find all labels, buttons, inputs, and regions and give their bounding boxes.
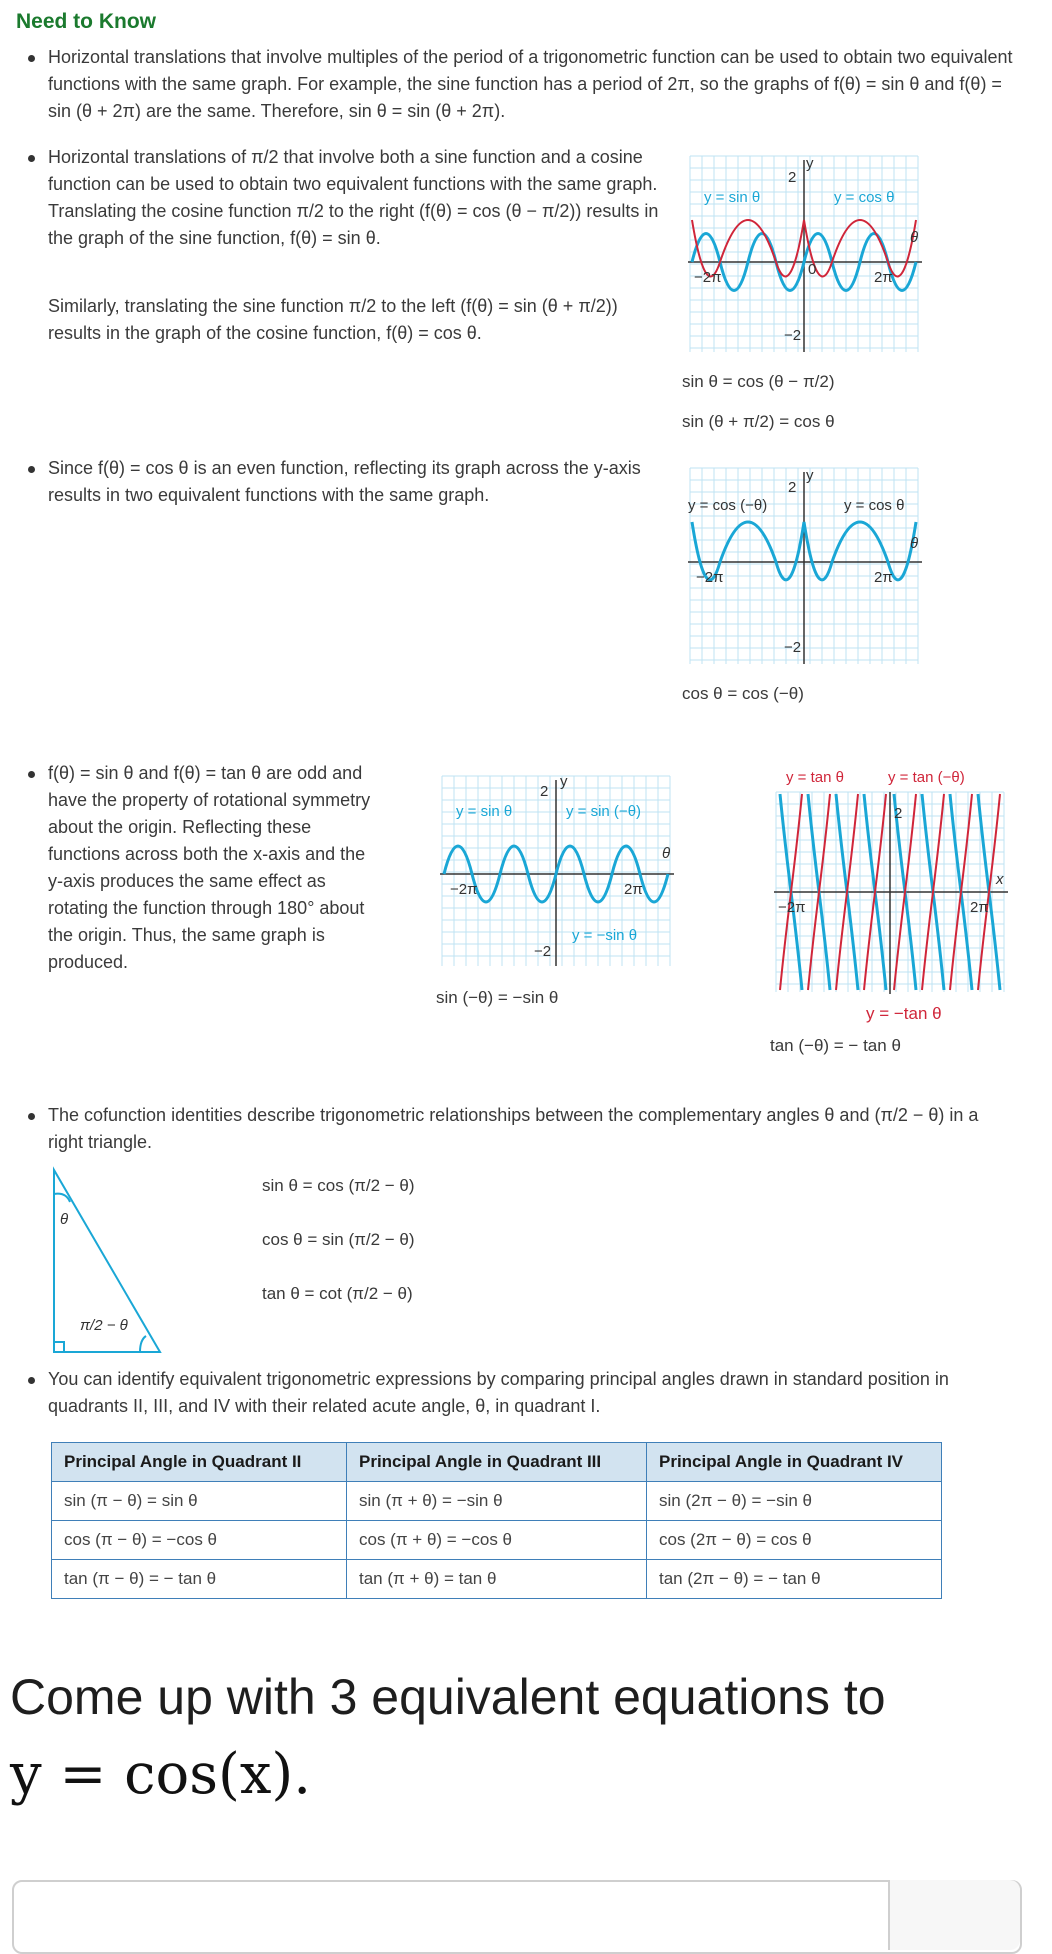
table-cell: cos (π + θ) = −cos θ [347,1521,647,1560]
graph-cos-even [684,462,928,670]
bullet-dot [28,466,35,473]
tick-2: 2 [788,479,797,496]
tick-neg2pi: −2π [696,569,724,586]
graph-sin-odd [436,770,680,972]
paragraph-similarly [28,293,668,347]
label-neg-sin: y = −sin θ [572,927,638,944]
equation-sin-odd: sin (−θ) = −sin θ [436,988,559,1007]
table-cell: sin (π − θ) = sin θ [52,1482,347,1521]
bullet-odd-functions [28,760,378,976]
table-cell: tan (π + θ) = tan θ [347,1560,647,1599]
tick-2: 2 [894,805,903,822]
bullet-dot [28,1377,35,1384]
label-theta: θ [662,845,671,862]
table-cell: cos (π − θ) = −cos θ [52,1521,347,1560]
page-title: Need to Know [16,10,156,33]
bullet-principal-angles [28,1366,1018,1420]
equation-tan-odd: tan (−θ) = − tan θ [770,1036,901,1055]
bullet-even-function [28,455,648,509]
triangle-complement: π/2 − θ [80,1317,128,1334]
bullet-text: Since f(θ) = cos θ is an even function, reflecting its graph across the y-axis results in two equivalent functions with the same graph. [48,458,641,505]
label-neg-tan: y = −tan θ [866,1004,942,1023]
header-quadrant-iv: Principal Angle in Quadrant IV [647,1443,942,1482]
label-cos-neg: y = cos (−θ) [688,497,768,514]
label-y: y [806,155,814,172]
cofunction-cos: cos θ = sin (π/2 − θ) [262,1230,415,1249]
tick-neg2pi: −2π [778,899,806,916]
label-tan: y = tan θ [786,769,844,786]
tick-2: 2 [788,169,797,186]
graph-sin-cos [684,150,928,358]
label-x: x [996,871,1004,888]
table-row [52,1482,942,1521]
label-theta: θ [910,229,919,246]
bullet-cofunction [28,1102,1018,1156]
paragraph-text: Similarly, translating the sine function π/2 to the left (f(θ) = sin (θ + π/2)) results in the graph of the cosine function, f(θ) = cos θ. [48,296,618,343]
table-row [52,1521,942,1560]
label-y: y [806,467,814,484]
bullet-text: You can identify equivalent trigonometric expressions by comparing principal angles drawn in standard position in quadrants II, III, and IV with their related acute angle, θ, in quadrant I. [48,1369,949,1416]
tick-neg2: −2 [784,639,802,656]
table-cell: tan (π − θ) = − tan θ [52,1560,347,1599]
table-cell: tan (2π − θ) = − tan θ [647,1560,942,1599]
label-cos: y = cos θ [834,189,895,206]
label-sin: y = sin θ [704,189,761,206]
tick-2: 2 [540,783,549,800]
triangle-theta: θ [60,1211,69,1228]
tick-2pi: 2π [970,899,989,916]
equation-sin-cos-shift: sin θ = cos (θ − π/2) [682,372,835,391]
header-quadrant-iii: Principal Angle in Quadrant III [347,1443,647,1482]
question-equation: y = cos(x). [10,1742,312,1807]
table-cell: cos (2π − θ) = cos θ [647,1521,942,1560]
tick-neg2pi: −2π [694,269,722,286]
tick-neg2pi: −2π [450,881,478,898]
cofunction-tan: tan θ = cot (π/2 − θ) [262,1284,413,1303]
tick-neg2: −2 [534,943,552,960]
label-sin-neg: y = sin (−θ) [566,803,642,820]
bullet-text: f(θ) = sin θ and f(θ) = tan θ are odd and have the property of rotational symmetry about the origin. Reflecting these functions across both the x-axis and the y-axis produces the same effect as rotating the function through 180° about the origin. Thus, the same graph is produced. [48,763,371,972]
equation-cos-even: cos θ = cos (−θ) [682,684,804,703]
label-tan-neg: y = tan (−θ) [888,769,965,786]
right-triangle [48,1164,168,1360]
question-prompt: Come up with 3 equivalent equations to [10,1669,886,1725]
bullet-text: The cofunction identities describe trigonometric relationships between the complementary angles θ and (π/2 − θ) in a right triangle. [48,1105,979,1152]
answer-submit-button[interactable] [888,1880,1020,1950]
table-cell: sin (2π − θ) = −sin θ [647,1482,942,1521]
table-cell: sin (π + θ) = −sin θ [347,1482,647,1521]
bullet-dot [28,1113,35,1120]
bullet-text: Horizontal translations that involve multiples of the period of a trigonometric function can be used to obtain two equivalent functions with the same graph. For example, the sine function has a period of 2π, so the graphs of f(θ) = sin θ and f(θ) = sin (θ + 2π) are the same. Therefore, sin θ = sin (θ + 2π). [48,47,1013,121]
bullet-text: Horizontal translations of π/2 that involve both a sine function and a cosine function can be used to obtain two equivalent functions with the same graph. Translating the cosine function π/2 to the right (f(θ) = cos (θ − π/2)) results in the graph of the sine function, f(θ) = sin θ. [48,147,659,248]
label-y: y [560,773,568,790]
tick-2pi: 2π [624,881,643,898]
tick-2pi: 2π [874,569,893,586]
graph-tan-odd [770,766,1014,1010]
principal-angle-table [51,1442,942,1599]
cofunction-sin: sin θ = cos (π/2 − θ) [262,1176,415,1195]
tick-neg2: −2 [784,327,802,344]
table-header-row [52,1443,942,1482]
label-sin: y = sin θ [456,803,513,820]
bullet-dot [28,771,35,778]
equation-sin-shift-cos: sin (θ + π/2) = cos θ [682,412,835,431]
table-row [52,1560,942,1599]
bullet-dot [28,55,35,62]
bullet-translation-halfpi [28,144,668,252]
tick-0: 0 [808,261,817,278]
bullet-translation-period [28,44,1018,125]
bullet-dot [28,155,35,162]
label-cos: y = cos θ [844,497,905,514]
answer-input[interactable] [12,1880,1022,1954]
tick-2pi: 2π [874,269,893,286]
label-theta: θ [910,535,919,552]
header-quadrant-ii: Principal Angle in Quadrant II [52,1443,347,1482]
